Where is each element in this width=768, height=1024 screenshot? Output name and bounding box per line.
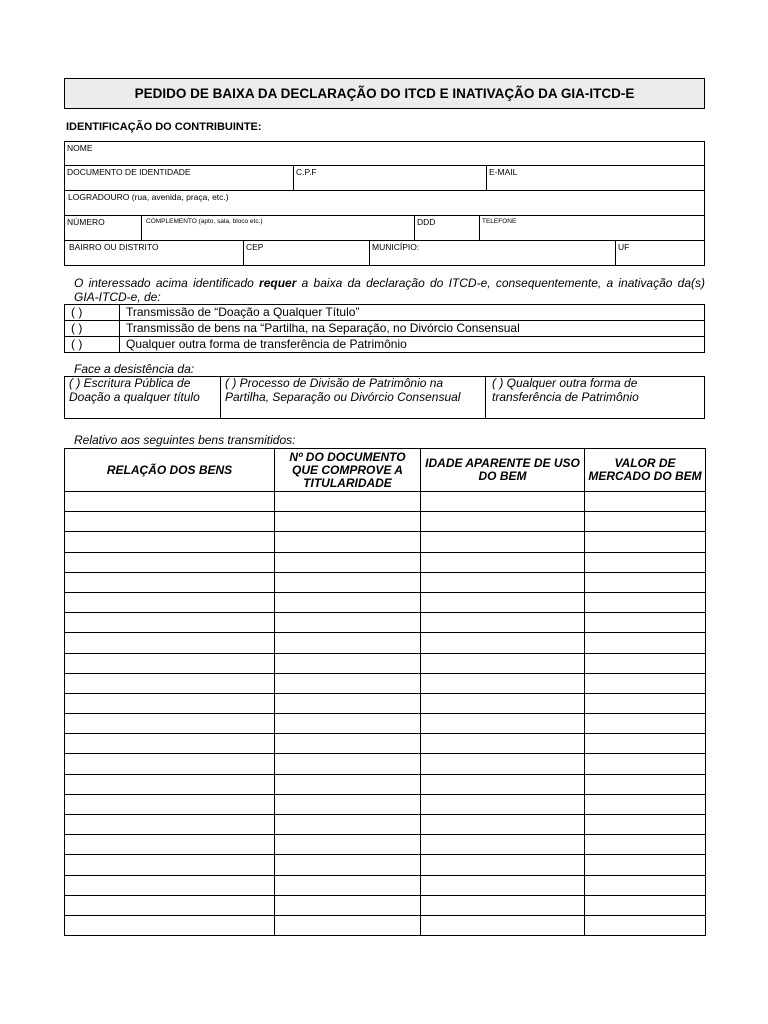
goods-cell[interactable] <box>65 532 275 552</box>
goods-cell[interactable] <box>275 875 421 895</box>
goods-row <box>65 714 706 734</box>
goods-cell[interactable] <box>65 673 275 693</box>
goods-cell[interactable] <box>585 734 706 754</box>
goods-cell[interactable] <box>275 774 421 794</box>
nome-label: NOME <box>67 143 93 153</box>
goods-cell[interactable] <box>275 552 421 572</box>
paragraph-part1: O interessado acima identificado <box>74 276 260 290</box>
goods-cell[interactable] <box>585 512 706 532</box>
goods-cell[interactable] <box>585 673 706 693</box>
goods-cell[interactable] <box>585 875 706 895</box>
row-logradouro <box>64 191 705 216</box>
goods-cell[interactable] <box>65 835 275 855</box>
goods-cell[interactable] <box>65 915 275 935</box>
goods-cell[interactable] <box>585 895 706 915</box>
goods-row <box>65 613 706 633</box>
goods-cell[interactable] <box>65 492 275 512</box>
option-row <box>65 321 705 337</box>
municipio-label: MUNICÍPIO: <box>372 242 420 252</box>
cpf-label: C.P.F <box>296 167 317 177</box>
goods-cell[interactable] <box>421 915 585 935</box>
logradouro-field[interactable] <box>65 191 704 215</box>
goods-row <box>65 915 706 935</box>
goods-cell[interactable] <box>65 512 275 532</box>
goods-row <box>65 895 706 915</box>
desistencia-box <box>64 376 705 419</box>
goods-cell[interactable] <box>421 613 585 633</box>
goods-cell[interactable] <box>421 693 585 713</box>
municipio-field[interactable] <box>369 241 615 265</box>
goods-cell[interactable] <box>65 572 275 592</box>
goods-cell[interactable] <box>585 754 706 774</box>
goods-header: VALOR DE MERCADO DO BEM <box>585 449 706 492</box>
goods-cell[interactable] <box>421 774 585 794</box>
numero-label: NÚMERO <box>67 217 105 227</box>
goods-cell[interactable] <box>65 754 275 774</box>
goods-cell[interactable] <box>421 734 585 754</box>
goods-cell[interactable] <box>275 613 421 633</box>
goods-row <box>65 855 706 875</box>
goods-row <box>65 633 706 653</box>
desistencia-option[interactable]: ( ) Qualquer outra forma de transferência de Patrimônio <box>492 376 639 404</box>
goods-cell[interactable] <box>421 714 585 734</box>
telefone-field[interactable] <box>479 216 704 240</box>
goods-cell[interactable] <box>421 572 585 592</box>
goods-row <box>65 835 706 855</box>
goods-cell[interactable] <box>275 714 421 734</box>
goods-cell[interactable] <box>65 633 275 653</box>
goods-cell[interactable] <box>585 794 706 814</box>
option-label: Qualquer outra forma de transferência de Patrimônio <box>120 337 705 353</box>
cep-field[interactable] <box>243 241 369 265</box>
goods-header: RELAÇÃO DOS BENS <box>65 449 275 492</box>
goods-row <box>65 512 706 532</box>
goods-cell[interactable] <box>585 532 706 552</box>
goods-cell[interactable] <box>275 492 421 512</box>
documento-field[interactable] <box>65 166 293 190</box>
documento-label: DOCUMENTO DE IDENTIDADE <box>67 167 191 177</box>
request-paragraph <box>74 276 705 304</box>
goods-body <box>65 492 706 936</box>
goods-cell[interactable] <box>585 855 706 875</box>
goods-cell[interactable] <box>421 532 585 552</box>
numero-field[interactable] <box>65 216 141 240</box>
goods-cell[interactable] <box>275 855 421 875</box>
logradouro-label: LOGRADOURO (rua, avenida, praça, etc.) <box>68 192 229 202</box>
goods-cell[interactable] <box>421 895 585 915</box>
goods-cell[interactable] <box>275 815 421 835</box>
goods-cell[interactable] <box>65 794 275 814</box>
goods-cell[interactable] <box>275 592 421 612</box>
option-label: Transmissão de “Doação a Qualquer Título” <box>120 305 705 321</box>
goods-cell[interactable] <box>421 754 585 774</box>
goods-cell[interactable] <box>421 592 585 612</box>
goods-cell[interactable] <box>585 653 706 673</box>
email-label: E-MAIL <box>489 167 518 177</box>
row-bairro <box>64 241 705 266</box>
goods-cell[interactable] <box>585 835 706 855</box>
section-label: IDENTIFICAÇÃO DO CONTRIBUINTE: <box>66 121 262 133</box>
option-checkbox[interactable]: ( ) <box>65 321 120 337</box>
bairro-field[interactable] <box>65 241 243 265</box>
desistencia-option[interactable]: ( ) Processo de Divisão de Patrimônio na Partilha, Separação ou Divórcio Consensual <box>221 377 486 418</box>
goods-cell[interactable] <box>65 693 275 713</box>
goods-cell[interactable] <box>585 693 706 713</box>
goods-cell[interactable] <box>275 835 421 855</box>
paragraph-part2: a baixa da declaração do ITCD-e, consequentemente, a inativação da(s) GIA-ITCD-e, de: <box>74 276 705 304</box>
goods-header: Nº DO DOCUMENTO QUE COMPROVE A TITULARIDADE <box>275 449 421 492</box>
goods-row <box>65 754 706 774</box>
row-numero <box>64 216 705 241</box>
goods-cell[interactable] <box>275 532 421 552</box>
options-table <box>64 304 705 353</box>
goods-cell[interactable] <box>585 633 706 653</box>
goods-cell[interactable] <box>275 673 421 693</box>
goods-cell[interactable] <box>275 693 421 713</box>
ddd-field[interactable] <box>414 216 479 240</box>
goods-cell[interactable] <box>65 552 275 572</box>
goods-cell[interactable] <box>421 794 585 814</box>
goods-cell[interactable] <box>275 734 421 754</box>
goods-cell[interactable] <box>585 774 706 794</box>
option-label: Transmissão de bens na “Partilha, na Separação, no Divórcio Consensual <box>120 321 705 337</box>
goods-cell[interactable] <box>585 815 706 835</box>
goods-row <box>65 673 706 693</box>
option-row <box>65 337 705 353</box>
bairro-label: BAIRRO OU DISTRITO <box>69 242 159 252</box>
row-documento <box>64 166 705 191</box>
goods-cell[interactable] <box>421 512 585 532</box>
goods-cell[interactable] <box>585 915 706 935</box>
telefone-label: TELEFONE <box>482 218 517 225</box>
goods-table <box>64 448 706 936</box>
form-title: PEDIDO DE BAIXA DA DECLARAÇÃO DO ITCD E INATIVAÇÃO DA GIA-ITCD-E <box>64 78 705 109</box>
goods-row <box>65 693 706 713</box>
goods-cell[interactable] <box>275 512 421 532</box>
goods-header: IDADE APARENTE DE USO DO BEM <box>421 449 585 492</box>
email-field[interactable] <box>486 166 704 190</box>
goods-row <box>65 492 706 512</box>
goods-row <box>65 552 706 572</box>
goods-cell[interactable] <box>421 855 585 875</box>
row-nome <box>64 141 705 166</box>
cep-label: CEP <box>246 242 264 252</box>
goods-header-row <box>65 449 706 492</box>
goods-row <box>65 734 706 754</box>
goods-row <box>65 592 706 612</box>
goods-cell[interactable] <box>275 895 421 915</box>
goods-row <box>65 815 706 835</box>
goods-cell[interactable] <box>421 815 585 835</box>
goods-cell[interactable] <box>65 653 275 673</box>
uf-field[interactable] <box>615 241 704 265</box>
paragraph-bold: requer <box>259 276 297 290</box>
goods-cell[interactable] <box>421 673 585 693</box>
goods-row <box>65 794 706 814</box>
goods-cell[interactable] <box>275 915 421 935</box>
goods-cell[interactable] <box>65 875 275 895</box>
goods-row <box>65 875 706 895</box>
goods-cell[interactable] <box>585 592 706 612</box>
goods-cell[interactable] <box>65 734 275 754</box>
goods-row <box>65 653 706 673</box>
ddd-label: DDD <box>417 217 436 227</box>
complemento-field[interactable] <box>141 216 414 240</box>
goods-cell[interactable] <box>585 552 706 572</box>
goods-cell[interactable] <box>585 613 706 633</box>
complemento-label: COMPLEMENTO (apto, sala, bloco etc.) <box>146 218 263 225</box>
nome-field[interactable] <box>65 142 704 165</box>
goods-cell[interactable] <box>65 774 275 794</box>
goods-cell[interactable] <box>275 754 421 774</box>
goods-cell[interactable] <box>421 492 585 512</box>
face-label: Face a desistência da: <box>74 362 195 376</box>
goods-row <box>65 532 706 552</box>
goods-cell[interactable] <box>421 633 585 653</box>
goods-cell[interactable] <box>585 492 706 512</box>
goods-cell[interactable] <box>65 855 275 875</box>
goods-cell[interactable] <box>65 592 275 612</box>
goods-cell[interactable] <box>421 653 585 673</box>
uf-label: UF <box>618 242 630 252</box>
option-checkbox[interactable]: ( ) <box>65 305 120 321</box>
goods-cell[interactable] <box>421 835 585 855</box>
goods-cell[interactable] <box>275 633 421 653</box>
goods-cell[interactable] <box>275 653 421 673</box>
cpf-field[interactable] <box>293 166 486 190</box>
goods-cell[interactable] <box>65 613 275 633</box>
option-row <box>65 305 705 321</box>
goods-cell[interactable] <box>421 552 585 572</box>
goods-cell[interactable] <box>275 572 421 592</box>
goods-cell[interactable] <box>275 794 421 814</box>
goods-cell[interactable] <box>585 572 706 592</box>
goods-cell[interactable] <box>65 714 275 734</box>
goods-cell[interactable] <box>65 895 275 915</box>
goods-row <box>65 572 706 592</box>
option-checkbox[interactable]: ( ) <box>65 337 120 353</box>
goods-cell[interactable] <box>585 714 706 734</box>
desistencia-option[interactable]: ( ) Escritura Pública de Doação a qualquer título <box>65 377 221 418</box>
goods-cell[interactable] <box>421 875 585 895</box>
goods-cell[interactable] <box>65 815 275 835</box>
relativo-label: Relativo aos seguintes bens transmitidos: <box>74 433 296 447</box>
goods-row <box>65 774 706 794</box>
identification-grid <box>64 141 705 266</box>
